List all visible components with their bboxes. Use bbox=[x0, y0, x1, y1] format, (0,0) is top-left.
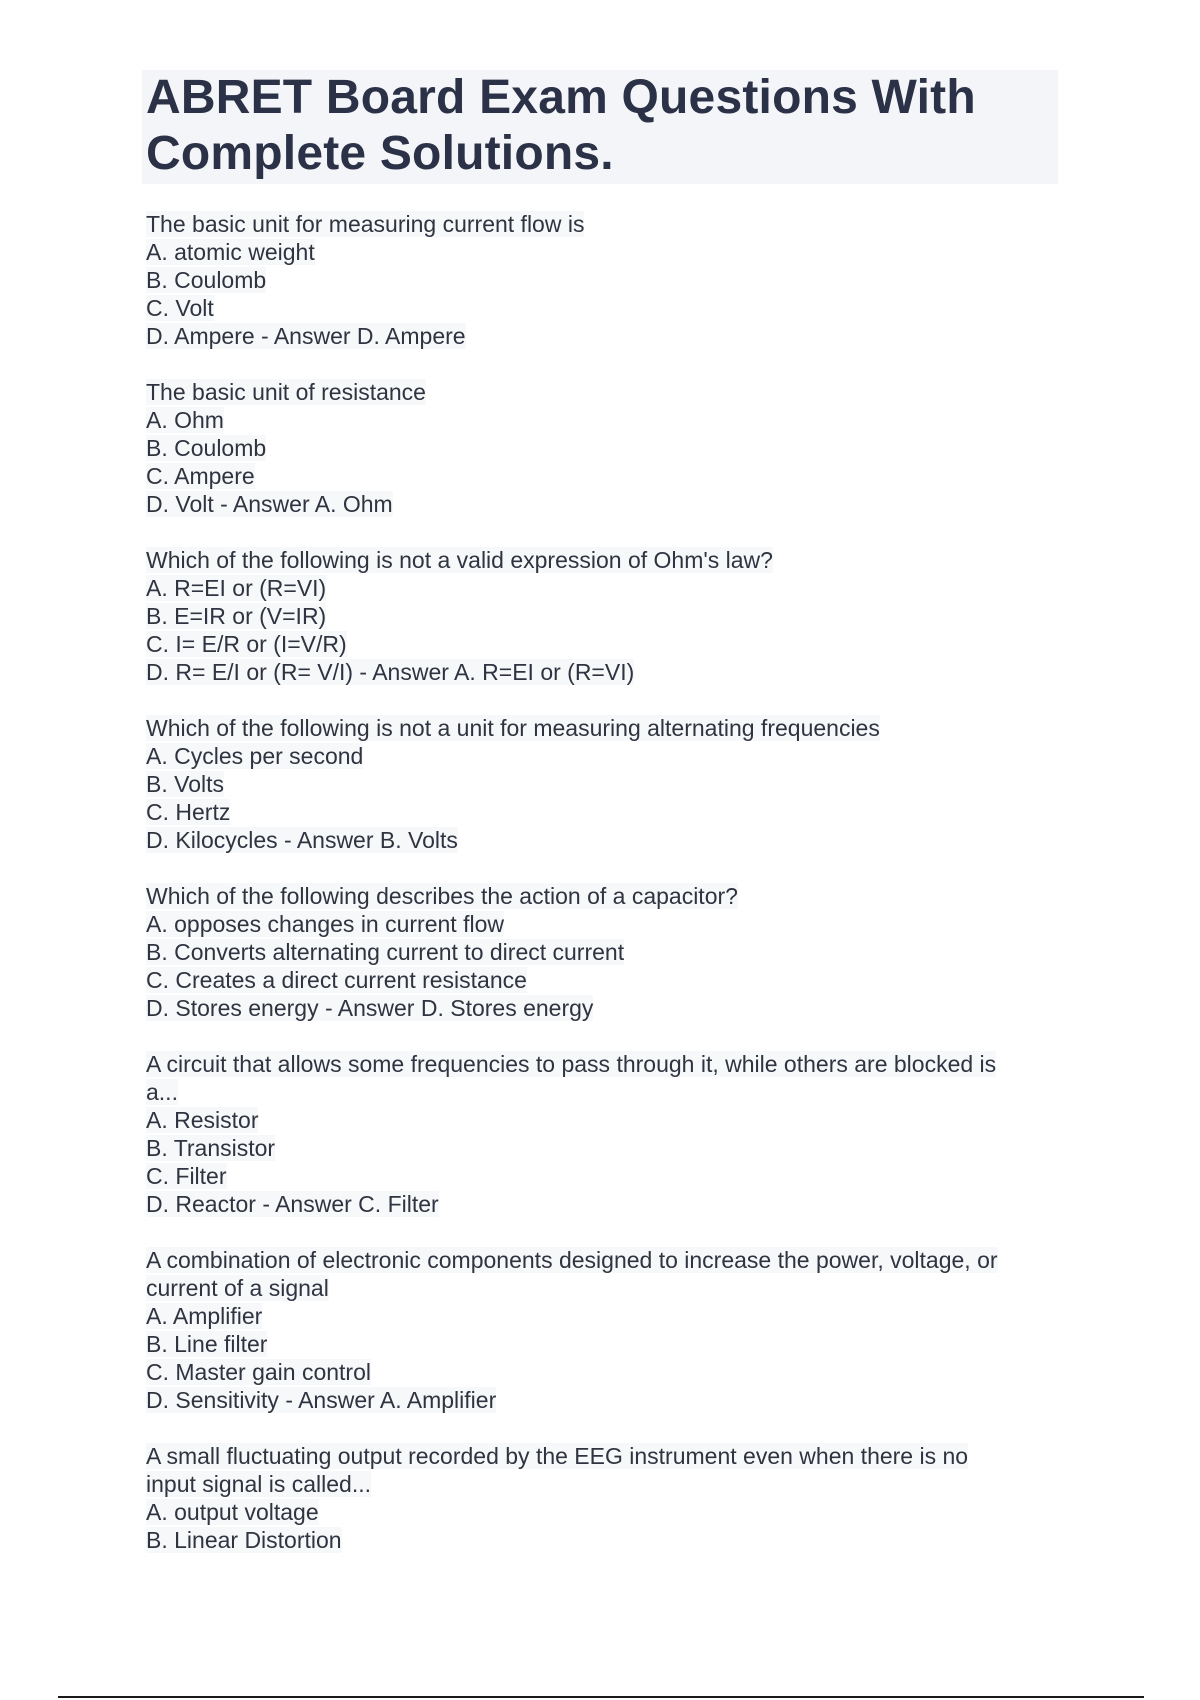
option-d-with-answer: D. Sensitivity - Answer A. Amplifier bbox=[146, 1387, 497, 1413]
option-c: C. Filter bbox=[146, 1163, 227, 1189]
option-a: A. opposes changes in current flow bbox=[146, 911, 504, 937]
question-text: Which of the following is not a unit for measuring alternating frequencies bbox=[146, 715, 880, 741]
option-a: A. output voltage bbox=[146, 1499, 319, 1525]
option-b: B. Converts alternating current to direct current bbox=[146, 939, 625, 965]
question-block bbox=[146, 1050, 1066, 1218]
option-b: B. Transistor bbox=[146, 1135, 276, 1161]
option-b: B. Line filter bbox=[146, 1331, 268, 1357]
question-block bbox=[146, 546, 1066, 686]
option-a: A. Cycles per second bbox=[146, 743, 364, 769]
option-c: C. Ampere bbox=[146, 463, 255, 489]
option-a: A. atomic weight bbox=[146, 239, 315, 265]
question-text: The basic unit of resistance bbox=[146, 379, 426, 405]
question-block bbox=[146, 714, 1066, 854]
page-bottom-rule bbox=[58, 1696, 1144, 1698]
question-text: A small fluctuating output recorded by the EEG instrument even when there is no bbox=[146, 1443, 969, 1469]
title-line-1: ABRET Board Exam Questions With bbox=[146, 71, 976, 124]
question-block bbox=[146, 210, 1066, 350]
question-text: The basic unit for measuring current flow is bbox=[146, 211, 585, 237]
question-list bbox=[146, 210, 1066, 1582]
option-d-with-answer: D. Volt - Answer A. Ohm bbox=[146, 491, 393, 517]
option-c: C. Hertz bbox=[146, 799, 231, 825]
option-a: A. Ohm bbox=[146, 407, 224, 433]
option-d-with-answer: D. Stores energy - Answer D. Stores energy bbox=[146, 995, 594, 1021]
option-b: B. Coulomb bbox=[146, 267, 267, 293]
option-c: C. Master gain control bbox=[146, 1359, 371, 1385]
option-b: B. Coulomb bbox=[146, 435, 267, 461]
question-text: Which of the following describes the action of a capacitor? bbox=[146, 883, 738, 909]
question-text-continued: a... bbox=[146, 1079, 178, 1105]
option-b: B. Volts bbox=[146, 771, 224, 797]
question-text-continued: input signal is called... bbox=[146, 1471, 372, 1497]
question-block bbox=[146, 1246, 1066, 1414]
question-text: A combination of electronic components designed to increase the power, voltage, or bbox=[146, 1247, 998, 1273]
option-d-with-answer: D. Reactor - Answer C. Filter bbox=[146, 1191, 439, 1217]
question-block bbox=[146, 1442, 1066, 1554]
option-d-with-answer: D. R= E/I or (R= V/I) - Answer A. R=EI or (R=VI) bbox=[146, 659, 635, 685]
option-a: A. Amplifier bbox=[146, 1303, 263, 1329]
document-title bbox=[142, 70, 1058, 184]
question-text: A circuit that allows some frequencies to pass through it, while others are blocked is bbox=[146, 1051, 997, 1077]
question-block bbox=[146, 882, 1066, 1022]
option-a: A. R=EI or (R=VI) bbox=[146, 575, 327, 601]
option-c: C. I= E/R or (I=V/R) bbox=[146, 631, 347, 657]
title-line-2: Complete Solutions. bbox=[146, 127, 614, 180]
option-c: C. Volt bbox=[146, 295, 214, 321]
option-a: A. Resistor bbox=[146, 1107, 259, 1133]
option-b: B. E=IR or (V=IR) bbox=[146, 603, 327, 629]
question-text: Which of the following is not a valid expression of Ohm's law? bbox=[146, 547, 773, 573]
option-b: B. Linear Distortion bbox=[146, 1527, 342, 1553]
option-d-with-answer: D. Kilocycles - Answer B. Volts bbox=[146, 827, 458, 853]
question-text-continued: current of a signal bbox=[146, 1275, 329, 1301]
option-c: C. Creates a direct current resistance bbox=[146, 967, 527, 993]
question-block bbox=[146, 378, 1066, 518]
option-d-with-answer: D. Ampere - Answer D. Ampere bbox=[146, 323, 466, 349]
